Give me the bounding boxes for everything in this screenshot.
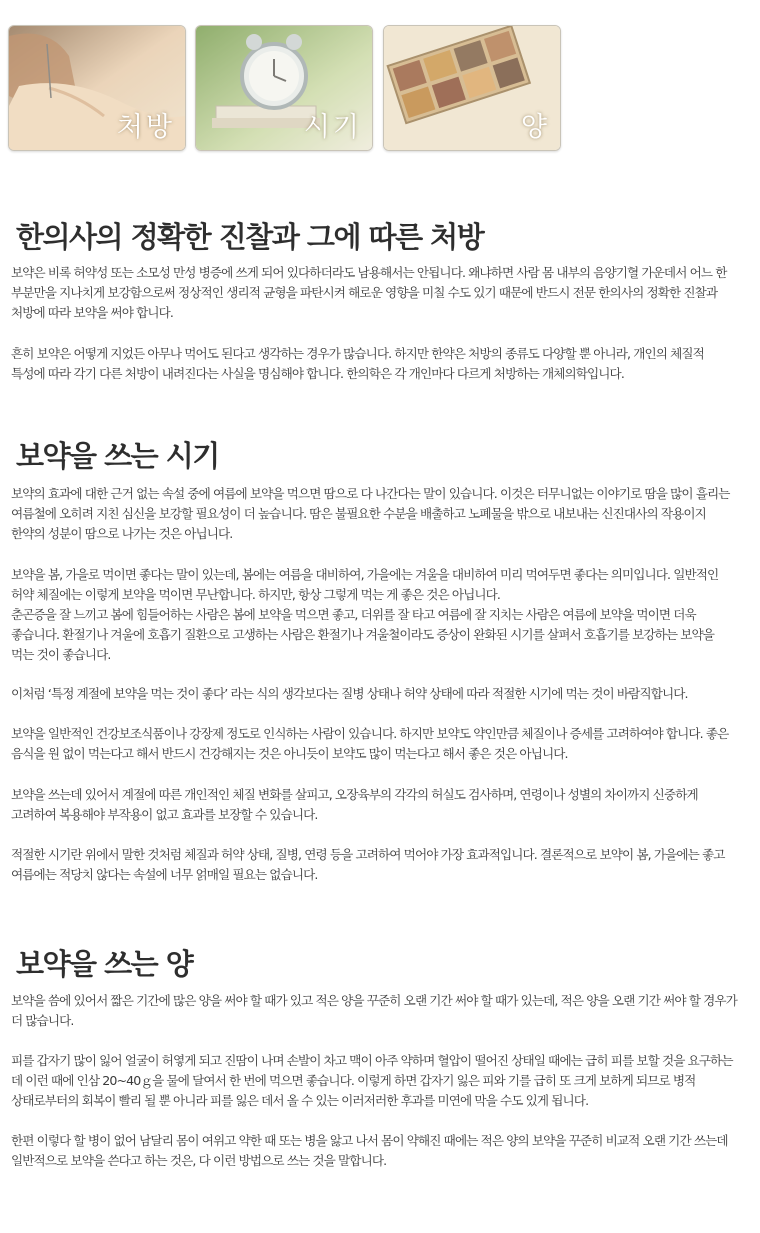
thumbnail-caption: 처방 xyxy=(116,112,175,143)
paragraph: 흔히 보약은 어떻게 지었든 아무나 먹어도 된다고 생각하는 경우가 많습니다. 하지만 한약은 처방의 종류도 다양할 뿐 아니라, 개인의 체질적 특성에 따라 각기 다른 처방이 내려진다는 사실을 명심해야 합니다. 한의학은 각 개인마다 다르게 처방하는 개체의학입니다. xyxy=(11,346,704,381)
section-title-dosage: 보약을 쓰는 양 xyxy=(16,947,193,981)
paragraph: 보약을 씀에 있어서 짧은 기간에 많은 양을 써야 할 때가 있고 적은 양을 꾸준히 오랜 기간 써야 할 때가 있는데, 적은 양을 오랜 기간 써야 할 경우가 더 많습니다. xyxy=(11,993,737,1028)
thumbnail-caption: 양 xyxy=(520,112,550,143)
section-title-prescription: 한의사의 정확한 진찰과 그에 따른 처방 xyxy=(16,220,484,254)
paragraph: 적절한 시기란 위에서 말한 것처럼 체질과 허약 상태, 질병, 연령 등을 고려하여 먹어야 가장 효과적입니다. 결론적으로 보약이 봄, 가을에는 좋고 여름에는 적당치 않다는 속설에 너무 얽매일 필요는 없습니다. xyxy=(11,847,725,882)
paragraph: 보약을 쓰는데 있어서 계절에 따른 개인적인 체질 변화를 살피고, 오장육부의 각각의 허실도 검사하며, 연령이나 성별의 차이까지 신중하게 고려하여 복용해야 부작용이 없고 효과를 보장할 수 있습니다. xyxy=(11,787,698,822)
paragraph: 보약은 비록 허약성 또는 소모성 만성 병증에 쓰게 되어 있다하더라도 남용해서는 안됩니다. 왜냐하면 사람 몸 내부의 음양기혈 가운데서 어느 한 부분만을 지나치게 보강함으로써 정상적인 생리적 균형을 파탄시켜 해로운 영향을 미칠 수도 있기 때문에 반드시 전문 한의사의 정확한 진찰과 처방에 따라 보약을 써야 합니다. xyxy=(11,265,727,320)
paragraph: 보약을 봄, 가을로 먹이면 좋다는 말이 있는데, 봄에는 여름을 대비하여, 가을에는 겨울을 대비하여 미리 먹여두면 좋다는 의미입니다. 일반적인 허약 체질에는 이렇게 보약을 먹이면 무난합니다. 하지만, 항상 그렇게 먹는 게 좋은 것은 아닙니다. 춘곤증을 잘 느끼고 봄에 힘들어하는 사람은 봄에 보약을 먹으면 좋고, 더위를 잘 타고 여름에 잘 지치는 사람은 여름에 보약을 먹이면 더욱 좋습니다. 환절기나 겨울에 호흡기 질환으로 고생하는 사람은 환절기나 겨울철이라도 증상이 완화된 시기를 살펴서 호흡기를 보강하는 보약을 먹는 것이 좋습니다. xyxy=(11,567,719,662)
paragraph: 보약을 일반적인 건강보조식품이나 강장제 정도로 인식하는 사람이 있습니다. 하지만 보약도 약인만큼 체질이나 증세를 고려하여야 합니다. 좋은 음식을 원 없이 먹는다고 해서 반드시 건강해지는 것은 아니듯이 보약도 많이 먹는다고 해서 좋은 것은 아닙니다. xyxy=(11,726,729,761)
timing-thumbnail[interactable] xyxy=(195,25,373,151)
prescription-thumbnail[interactable] xyxy=(8,25,186,151)
paragraph: 한편 이렇다 할 병이 없어 남달리 몸이 여위고 약한 때 또는 병을 앓고 나서 몸이 약해진 때에는 적은 양의 보약을 꾸준히 비교적 오랜 기간 쓰는데 일반적으로 보약을 쓴다고 하는 것은, 다 이런 방법으로 쓰는 것을 말합니다. xyxy=(11,1133,728,1168)
paragraph: 보약의 효과에 대한 근거 없는 속설 중에 여름에 보약을 먹으면 땀으로 다 나간다는 말이 있습니다. 이것은 터무니없는 이야기로 땀을 많이 흘리는 여름철에 오히려 지친 심신을 보강할 필요성이 더 높습니다. 땀은 불필요한 수분을 배출하고 노폐물을 밖으로 내보내는 신진대사의 작용이지 한약의 성분이 땀으로 나가는 것은 아닙니다. xyxy=(11,486,730,541)
thumbnail-row xyxy=(8,25,568,151)
thumbnail-caption: 시기 xyxy=(303,112,362,143)
paragraph: 피를 갑자기 많이 잃어 얼굴이 허옇게 되고 진땀이 나며 손발이 차고 맥이 아주 약하며 혈압이 떨어진 상태일 때에는 급히 피를 보할 것을 요구하는 데 이런 때에 인삼 20~40ｇ을 물에 달여서 한 번에 먹으면 좋습니다. 이렇게 하면 갑자기 잃은 피와 기를 급히 또 크게 보하게 되므로 병적 상태로부터의 회복이 빨리 될 뿐 아니라 피를 잃은 데서 올 수 있는 이러저러한 후과를 미연에 막을 수도 있게 됩니다. xyxy=(11,1053,733,1108)
dosage-thumbnail[interactable] xyxy=(383,25,561,151)
paragraph: 이처럼 ‘특정 계절에 보약을 먹는 것이 좋다’ 라는 식의 생각보다는 질병 상태나 허약 상태에 따라 적절한 시기에 먹는 것이 바람직합니다. xyxy=(11,686,688,701)
section-title-timing: 보약을 쓰는 시기 xyxy=(16,439,219,473)
